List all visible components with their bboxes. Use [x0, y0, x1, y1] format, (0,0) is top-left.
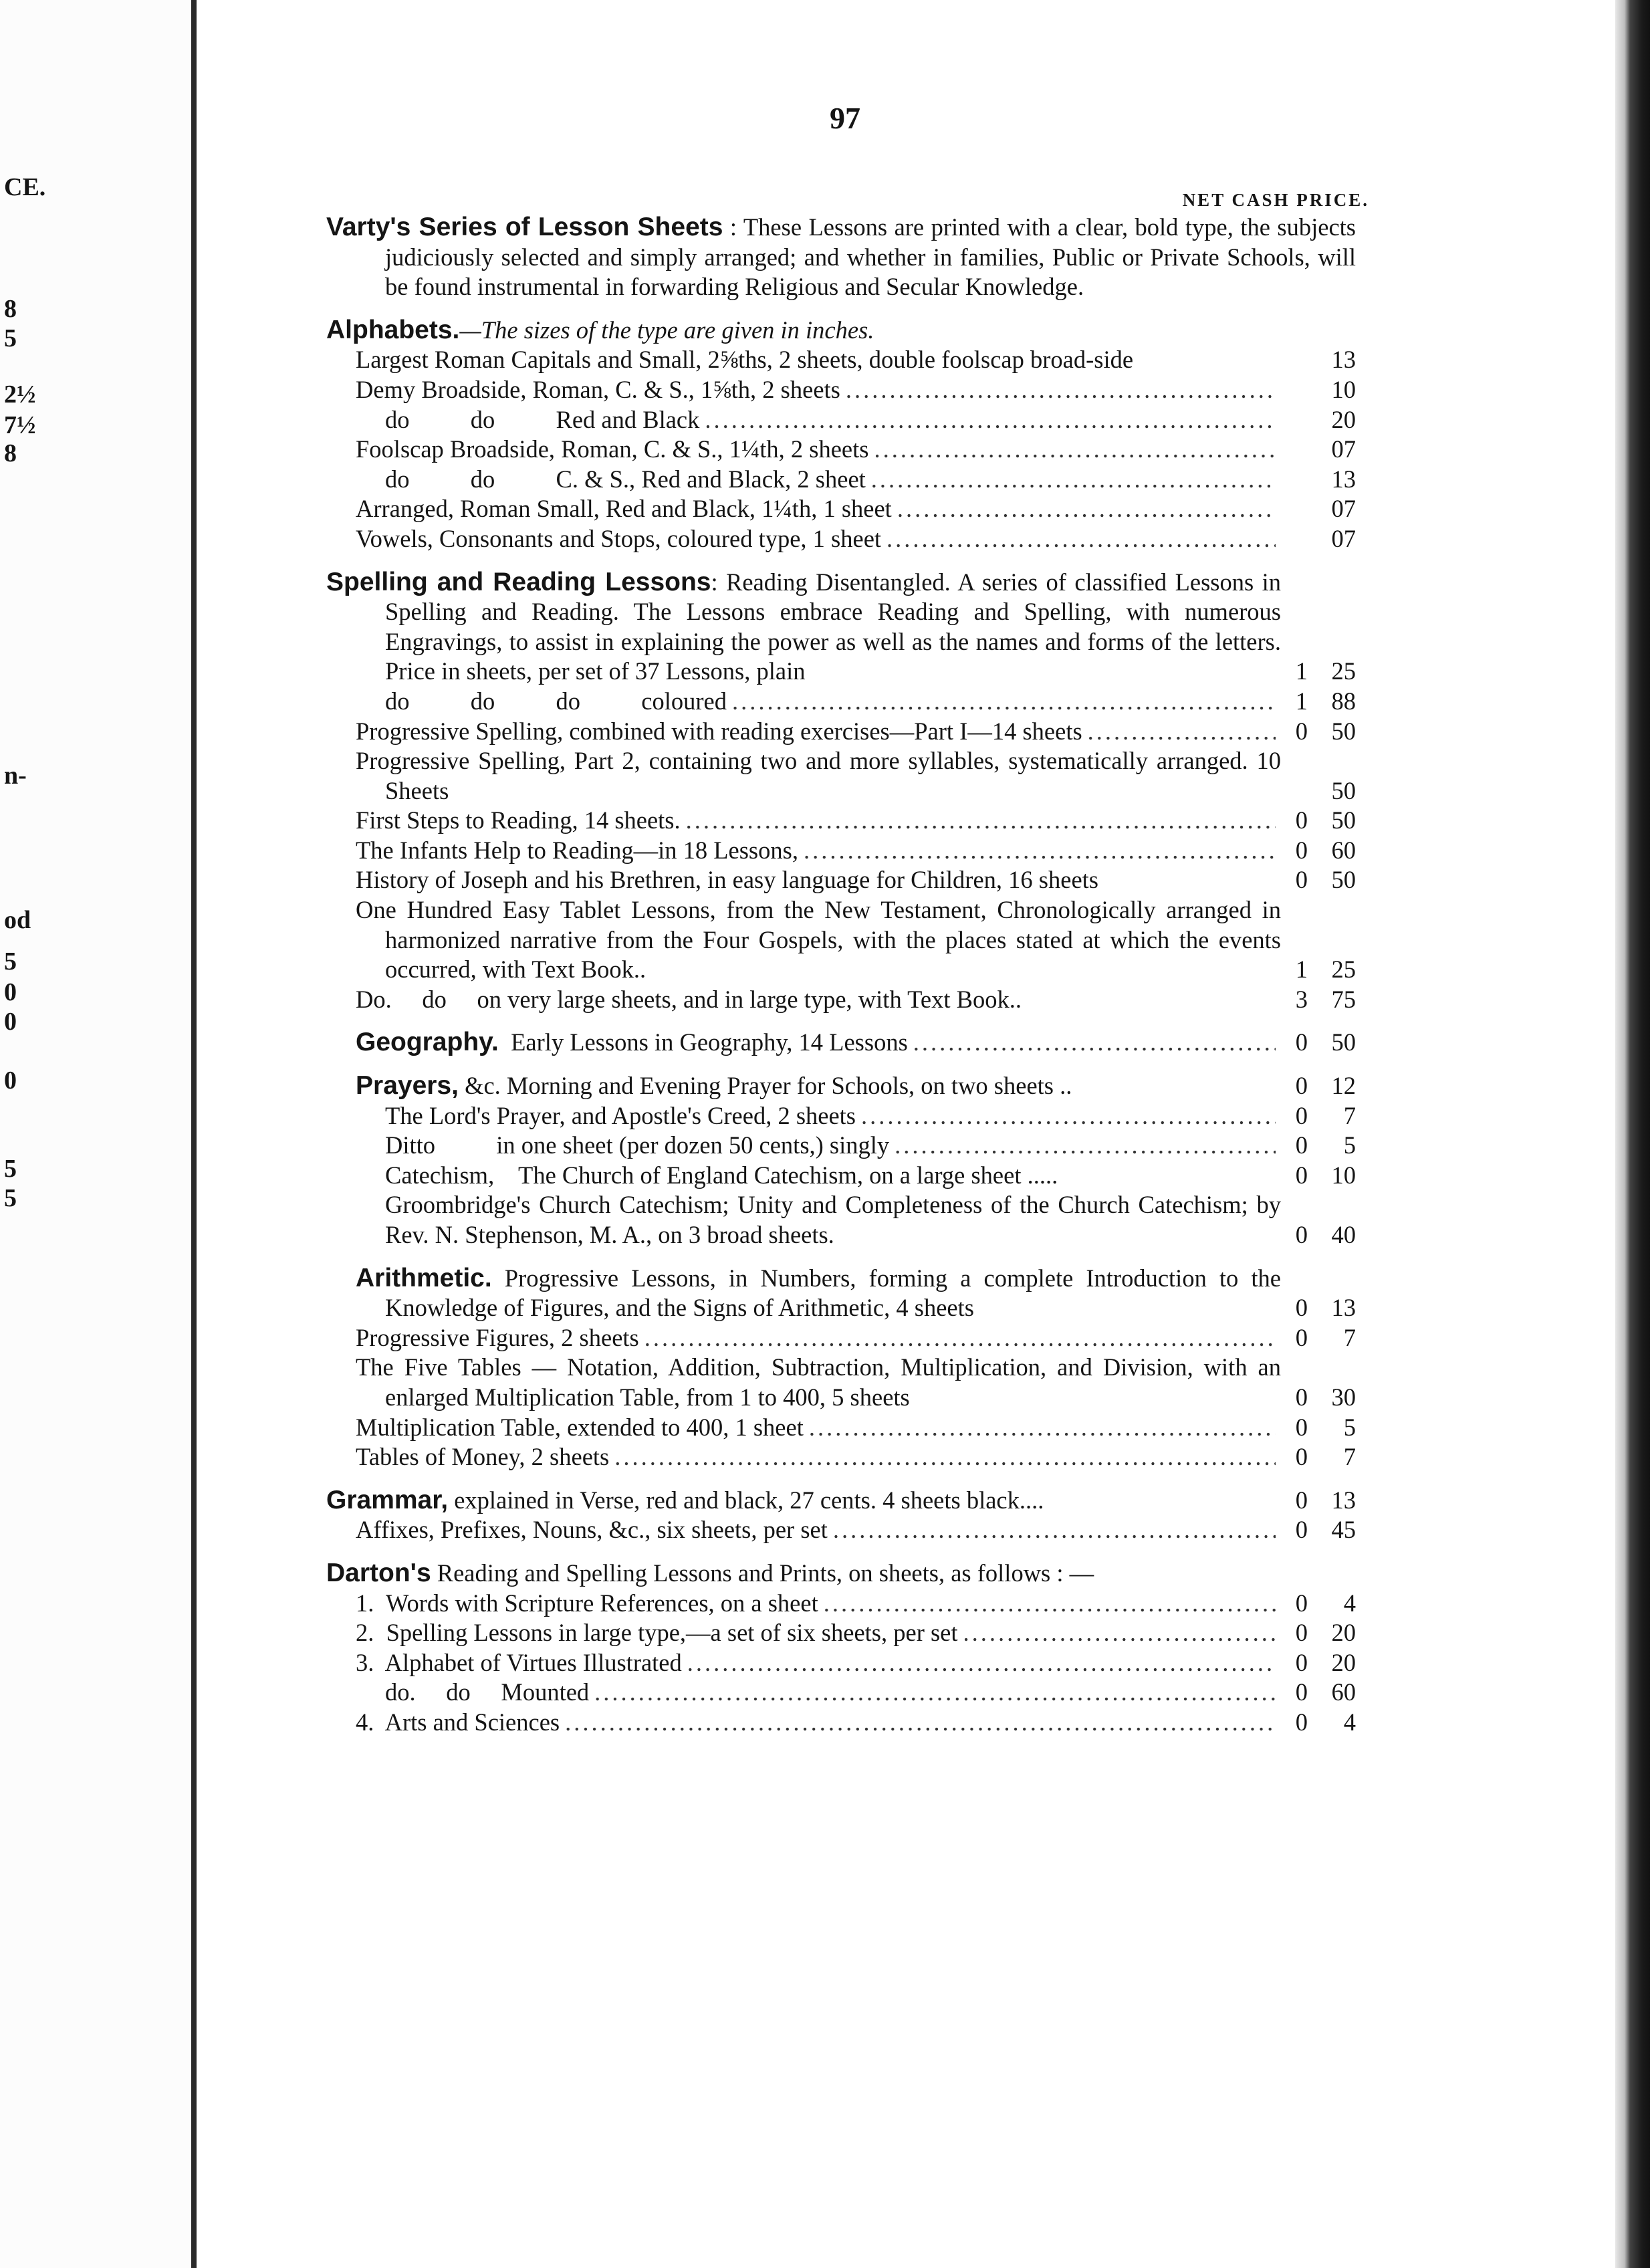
item-text: explained in Verse, red and black, 27 cents. 4 sheets black....	[454, 1486, 1044, 1514]
price-item	[326, 1413, 1356, 1443]
geography-section	[326, 1028, 1356, 1058]
item-text: The Five Tables — Notation, Addition, Subtraction, Multiplication, and Division, with an enlarged Multiplication Table, from 1 to 400, 5 sheets	[356, 1353, 1281, 1411]
left-fragment: 5	[4, 1184, 17, 1212]
price-item	[326, 1131, 1356, 1161]
item-text: &c. Morning and Evening Prayer for Schools, on two sheets ..	[465, 1072, 1072, 1100]
darton-heading: Darton's	[326, 1558, 431, 1587]
spelling-section	[326, 568, 1356, 1015]
price-dollars: 0	[1295, 1678, 1308, 1706]
varty-section	[326, 213, 1356, 302]
price-cents: 50	[1331, 866, 1356, 894]
price-item	[326, 985, 1356, 1015]
alphabets-subtitle: —The sizes of the type are given in inches.	[459, 316, 874, 344]
price-cents: 50	[1331, 1028, 1356, 1056]
spelling-heading: Spelling and Reading Lessons	[326, 567, 711, 596]
left-fragment: 5	[4, 947, 17, 976]
item-text: First Steps to Reading, 14 sheets.	[356, 806, 681, 834]
price-cents: 20	[1331, 405, 1356, 433]
price-item	[326, 1161, 1356, 1191]
price-dollars: 0	[1295, 1443, 1308, 1471]
price-dollars: 0	[1295, 836, 1308, 864]
item-text: Groombridge's Church Catechism; Unity and Completeness of the Church Catechism; by Rev. N. Stephenson, M. A., on 3 broad sheets.	[385, 1191, 1281, 1248]
item-text: Catechism, The Church of England Catechism, on a large sheet .....	[385, 1161, 1058, 1189]
left-fragment: 5	[4, 1155, 17, 1183]
price-cents: 10	[1331, 1161, 1356, 1189]
left-fragment: 7½	[4, 411, 36, 439]
left-fragment: od	[4, 906, 31, 934]
price-item	[326, 895, 1356, 985]
price-cents: 60	[1331, 836, 1356, 864]
left-fragment: 0	[4, 1008, 17, 1036]
price-dollars: 0	[1295, 1516, 1308, 1544]
price-cents: 25	[1331, 955, 1356, 984]
price-item	[326, 746, 1356, 806]
price-dollars: 0	[1295, 806, 1308, 834]
price-cents: 10	[1331, 375, 1356, 403]
price-dollars: 0	[1295, 717, 1308, 745]
left-fragment: 0	[4, 1066, 17, 1095]
item-text: Ditto in one sheet (per dozen 50 cents,) singly	[385, 1131, 890, 1159]
price-cents: 5	[1343, 1131, 1356, 1159]
price-dollars: 3	[1295, 985, 1308, 1013]
price-item	[326, 687, 1356, 717]
item-text: Progressive Lessons, in Numbers, forming a complete Introduction to the Knowledge of Figures, and the Signs of Arithmetic, 4 sheets	[385, 1264, 1281, 1322]
item-text: 4. Arts and Sciences	[356, 1708, 560, 1736]
price-dollars: 0	[1295, 1413, 1308, 1441]
item-text: do do C. & S., Red and Black, 2 sheet	[385, 465, 866, 493]
darton-intro	[326, 1559, 1356, 1589]
grammar-section	[326, 1486, 1356, 1545]
price-cents: 50	[1331, 806, 1356, 834]
price-item	[326, 717, 1356, 747]
price-cents: 88	[1331, 687, 1356, 715]
item-text: Foolscap Broadside, Roman, C. & S., 1¼th, 2 sheets	[356, 435, 869, 463]
price-item	[326, 1486, 1356, 1516]
price-dollars: 0	[1295, 1294, 1308, 1322]
price-cents: 4	[1343, 1589, 1356, 1617]
price-item	[326, 1323, 1356, 1353]
price-dollars: 0	[1295, 1028, 1308, 1056]
left-fragment: 2½	[4, 380, 36, 409]
item-text: Early Lessons in Geography, 14 Lessons	[511, 1028, 908, 1056]
item-text: Tables of Money, 2 sheets	[356, 1443, 610, 1471]
varty-text: : These Lessons are printed with a clear, bold type, the subjects judiciously selected and simply arranged; and whether in families, Public or Private Schools, will be found instrumental in forwarding Religious and Secular Knowledge.	[385, 213, 1356, 301]
price-dollars: 1	[1295, 955, 1308, 984]
item-text: Vowels, Consonants and Stops, coloured type, 1 sheet	[356, 524, 882, 552]
price-dollars: 0	[1295, 1323, 1308, 1351]
price-item	[326, 1648, 1356, 1678]
price-item	[326, 494, 1356, 524]
grammar-heading: Grammar,	[326, 1485, 449, 1514]
price-item	[326, 1678, 1356, 1708]
item-text: Progressive Spelling, Part 2, containing two and more syllables, systematically arranged. 10 Sheets	[356, 747, 1281, 804]
price-cents: 13	[1331, 346, 1356, 374]
price-item	[326, 1515, 1356, 1545]
price-cents: 7	[1343, 1323, 1356, 1351]
item-text: Demy Broadside, Roman, C. & S., 1⅝th, 2 sheets	[356, 375, 840, 403]
price-cents: 25	[1331, 657, 1356, 685]
price-item	[326, 465, 1356, 495]
price-cents: 13	[1331, 1294, 1356, 1322]
price-cents: 07	[1331, 524, 1356, 552]
price-cents: 60	[1331, 1678, 1356, 1706]
item-text: Multiplication Table, extended to 400, 1 sheet	[356, 1413, 804, 1441]
arithmetic-heading: Arithmetic.	[356, 1263, 492, 1292]
darton-section	[326, 1559, 1356, 1738]
price-item	[326, 1028, 1356, 1058]
alphabets-heading-row	[326, 316, 1356, 346]
price-item	[326, 345, 1356, 375]
price-item	[326, 1442, 1356, 1472]
price-cents: 40	[1331, 1221, 1356, 1248]
price-cents: 50	[1331, 776, 1356, 804]
price-cents: 20	[1331, 1619, 1356, 1647]
price-cents: 7	[1343, 1443, 1356, 1471]
price-item	[326, 435, 1356, 465]
item-text: do. do Mounted	[385, 1678, 590, 1706]
left-fragment: 8	[4, 439, 17, 467]
price-cents: 13	[1331, 465, 1356, 493]
price-cents: 50	[1331, 717, 1356, 745]
price-item	[326, 375, 1356, 405]
price-cents: 07	[1331, 495, 1356, 523]
spelling-intro	[326, 568, 1356, 687]
price-item	[326, 1264, 1356, 1323]
previous-page-strip	[0, 0, 195, 2268]
alphabets-section	[326, 316, 1356, 554]
item-text: Affixes, Prefixes, Nouns, &c., six sheets, per set	[356, 1516, 828, 1544]
item-text: do do Red and Black	[385, 405, 700, 433]
catalogue-page	[326, 213, 1356, 1738]
price-item	[326, 1708, 1356, 1738]
page-number: 97	[830, 101, 860, 135]
price-dollars: 0	[1295, 1101, 1308, 1129]
item-text: History of Joseph and his Brethren, in easy language for Children, 16 sheets	[356, 866, 1098, 894]
price-cents: 75	[1331, 985, 1356, 1013]
price-dollars: 1	[1295, 687, 1308, 715]
price-dollars: 0	[1295, 1486, 1308, 1514]
price-item	[326, 405, 1356, 435]
price-dollars: 0	[1295, 1648, 1308, 1676]
price-item	[326, 1071, 1356, 1101]
price-item	[326, 1618, 1356, 1648]
price-item	[326, 806, 1356, 836]
item-text: do do do coloured	[385, 687, 727, 715]
left-fragment: n-	[4, 762, 27, 790]
price-item	[326, 524, 1356, 554]
item-text: 1. Words with Scripture References, on a sheet	[356, 1589, 818, 1617]
prayers-section	[326, 1071, 1356, 1250]
price-item	[326, 1101, 1356, 1131]
left-fragment: 8	[4, 295, 17, 323]
geography-heading: Geography.	[356, 1028, 499, 1057]
alphabets-heading: Alphabets.	[326, 315, 460, 344]
item-text: Progressive Spelling, combined with reading exercises—Part I—14 sheets	[356, 717, 1082, 745]
item-text: 2. Spelling Lessons in large type,—a set of six sheets, per set	[356, 1619, 958, 1647]
price-cents: 7	[1343, 1101, 1356, 1129]
price-item	[326, 1190, 1356, 1250]
left-fragment: CE.	[4, 173, 46, 201]
price-cents: 13	[1331, 1486, 1356, 1514]
left-fragment: 0	[4, 978, 17, 1006]
varty-heading: Varty's Series of Lesson Sheets	[326, 213, 723, 241]
left-fragment: 5	[4, 324, 17, 352]
price-dollars: 0	[1295, 1072, 1308, 1100]
price-dollars: 0	[1295, 1589, 1308, 1617]
price-cents: 4	[1343, 1708, 1356, 1736]
price-dollars: 0	[1295, 1708, 1308, 1736]
page-fold-edge	[191, 0, 197, 2268]
price-cents: 30	[1331, 1383, 1356, 1411]
item-text: One Hundred Easy Tablet Lessons, from the New Testament, Chronologically arranged in harmonized narrative from the Four Gospels, with the places stated at which the events occurred, with Text Book..	[356, 896, 1281, 984]
item-text: 3. Alphabet of Virtues Illustrated	[356, 1648, 682, 1676]
price-dollars: 0	[1295, 866, 1308, 894]
net-cash-price-header: NET CASH PRICE.	[1182, 190, 1369, 210]
item-text: Progressive Figures, 2 sheets	[356, 1323, 639, 1351]
price-dollars: 0	[1295, 1383, 1308, 1411]
price-item	[326, 865, 1356, 895]
price-dollars: 0	[1295, 1131, 1308, 1159]
prayers-heading: Prayers,	[356, 1071, 459, 1101]
item-text: Largest Roman Capitals and Small, 2⅝ths, 2 sheets, double foolscap broad-side	[356, 346, 1134, 374]
darton-text: Reading and Spelling Lessons and Prints, on sheets, as follows : —	[437, 1559, 1094, 1587]
price-dollars: 1	[1295, 657, 1308, 685]
price-item	[326, 1589, 1356, 1619]
price-dollars: 0	[1295, 1619, 1308, 1647]
spelling-text: : Reading Disentangled. A series of classified Lessons in Spelling and Reading. The Lessons embrace Reading and Spelling, with numerous Engravings, to assist in explaining the power as well as the names and forms of the letters. Price in sheets, per set of 37 Lessons, plain	[385, 568, 1281, 685]
price-cents: 45	[1331, 1516, 1356, 1544]
price-cents: 20	[1331, 1648, 1356, 1676]
item-text: The Infants Help to Reading—in 18 Lessons,	[356, 836, 798, 864]
price-cents: 07	[1331, 435, 1356, 463]
price-cents: 5	[1343, 1413, 1356, 1441]
price-dollars: 0	[1295, 1161, 1308, 1189]
book-binding-edge	[1615, 0, 1650, 2268]
price-cents: 12	[1331, 1072, 1356, 1100]
item-text: Do. do on very large sheets, and in large type, with Text Book..	[356, 985, 1022, 1013]
item-text: The Lord's Prayer, and Apostle's Creed, 2 sheets	[385, 1101, 856, 1129]
price-item	[326, 1353, 1356, 1412]
item-text: Arranged, Roman Small, Red and Black, 1¼th, 1 sheet	[356, 495, 892, 523]
price-item	[326, 836, 1356, 866]
price-dollars: 0	[1295, 1221, 1308, 1248]
arithmetic-section	[326, 1264, 1356, 1472]
